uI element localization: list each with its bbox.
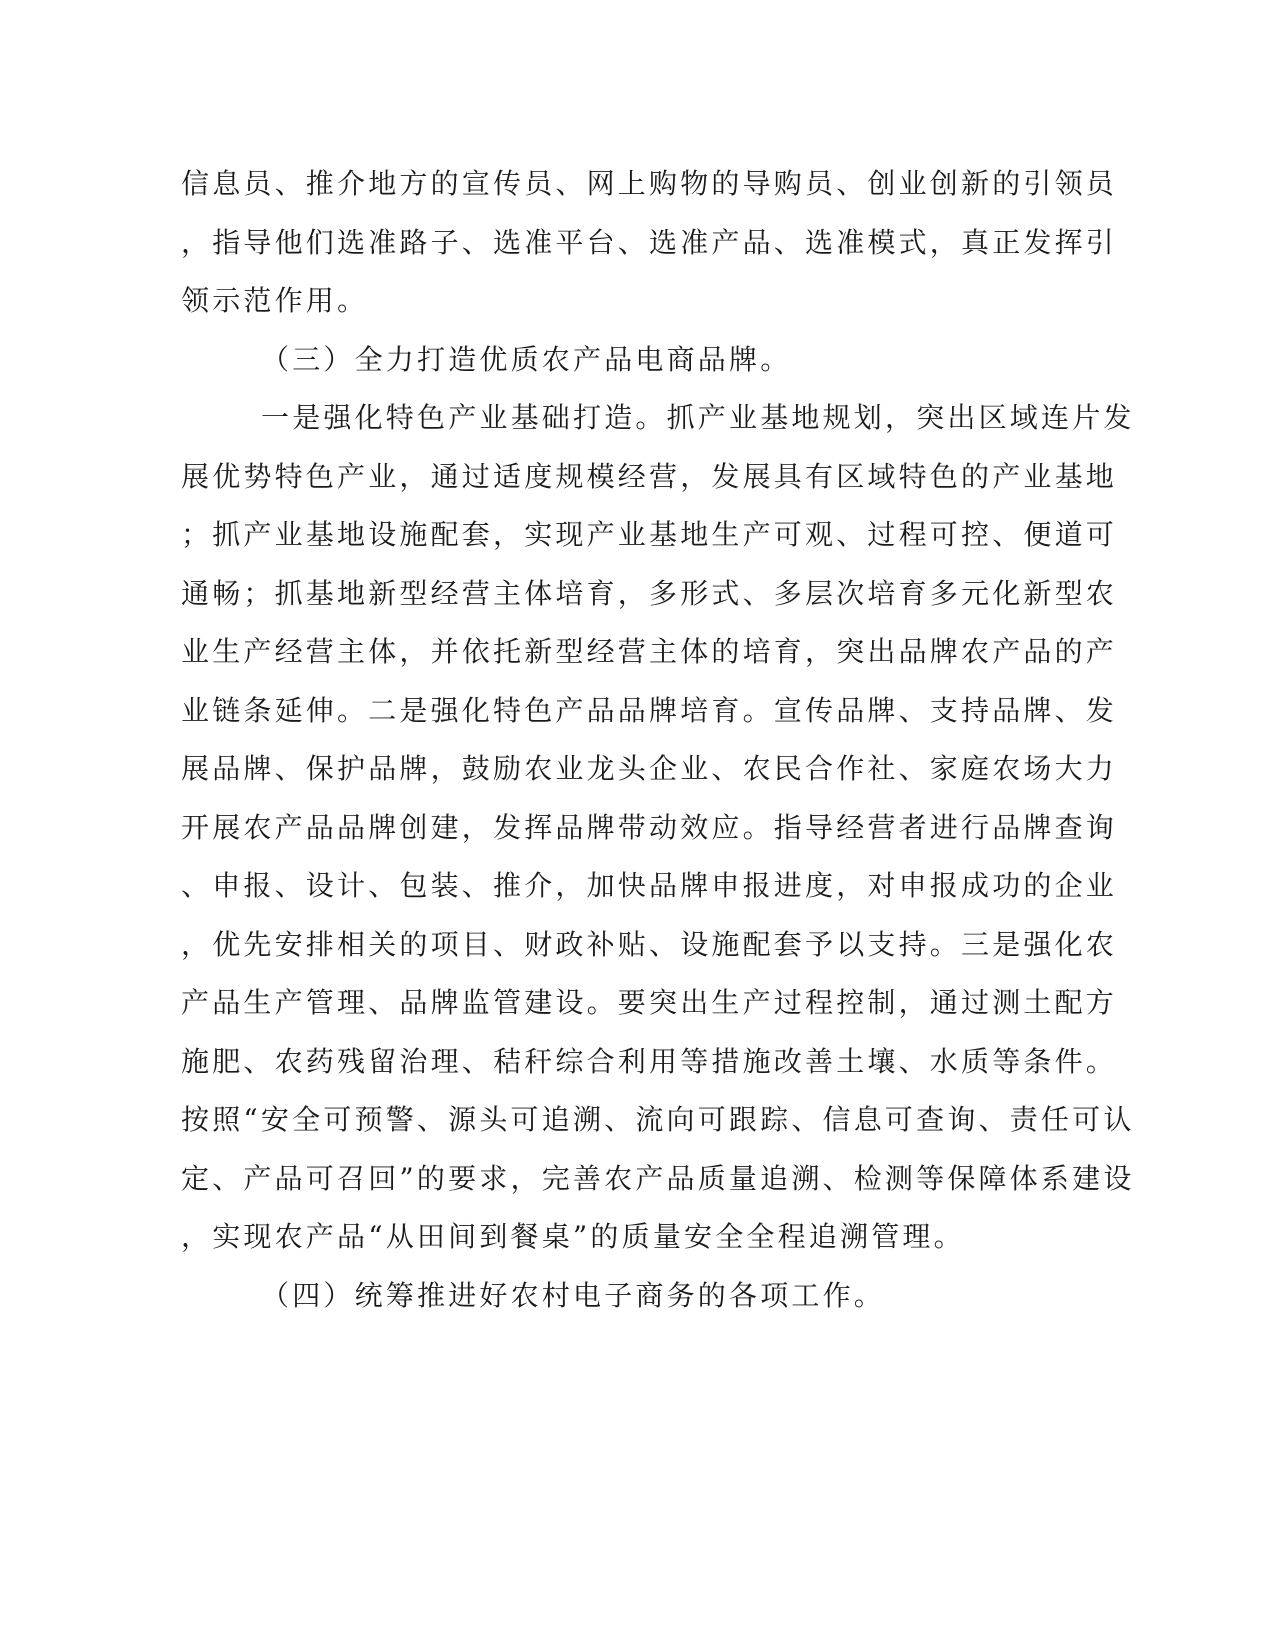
text-line: 业生产经营主体，并依托新型经营主体的培育，突出品牌农产品的产 (181, 635, 1118, 668)
text-line: 产品生产管理、品牌监管建设。要突出生产过程控制，通过测土配方 (181, 986, 1118, 1019)
text-line: 按照“安全可预警、源头可追溯、流向可跟踪、信息可查询、责任可认 (181, 1103, 1135, 1136)
text-line: 展品牌、保护品牌，鼓励农业龙头企业、农民合作社、家庭农场大力 (181, 752, 1118, 785)
text-line: 通畅；抓基地新型经营主体培育，多形式、多层次培育多元化新型农 (181, 576, 1118, 610)
text-line: ，优先安排相关的项目、财政补贴、设施配套予以支持。三是强化农 (181, 927, 1118, 961)
text-line: 领示范作用。 (181, 284, 369, 317)
text-line: 施肥、农药残留治理、秸秆综合利用等措施改善土壤、水质等条件。 (181, 1044, 1118, 1078)
text-line: 业链条延伸。二是强化特色产品品牌培育。宣传品牌、支持品牌、发 (181, 693, 1118, 727)
body-text (181, 155, 1135, 1325)
text-line: 展优势特色产业，通过适度规模经营，发展具有区域特色的产业基地 (181, 459, 1118, 493)
paragraph-first-line: 一是强化特色产业基础打造。抓产业基地规划，突出区域连片发 (261, 401, 1135, 434)
section-heading-4: （四）统筹推进好农村电子商务的各项工作。 (261, 1278, 886, 1312)
text-line: 定、产品可召回”的要求，完善农产品质量追溯、检测等保障体系建设 (181, 1161, 1135, 1195)
text-line: ，指导他们选准路子、选准平台、选准产品、选准模式，真正发挥引 (181, 225, 1118, 259)
text-line: 信息员、推介地方的宣传员、网上购物的导购员、创业创新的引领员 (181, 167, 1118, 200)
text-line: ；抓产业基地设施配套，实现产业基地生产可观、过程可控、便道可 (181, 518, 1118, 551)
section-heading-3: （三）全力打造优质农产品电商品牌。 (261, 342, 792, 376)
text-line: 开展农产品品牌创建，发挥品牌带动效应。指导经营者进行品牌查询 (181, 810, 1118, 844)
text-line: 、申报、设计、包装、推介，加快品牌申报进度，对申报成功的企业 (181, 869, 1118, 902)
text-line: ，实现农产品“从田间到餐桌”的质量安全全程追溯管理。 (181, 1220, 965, 1253)
